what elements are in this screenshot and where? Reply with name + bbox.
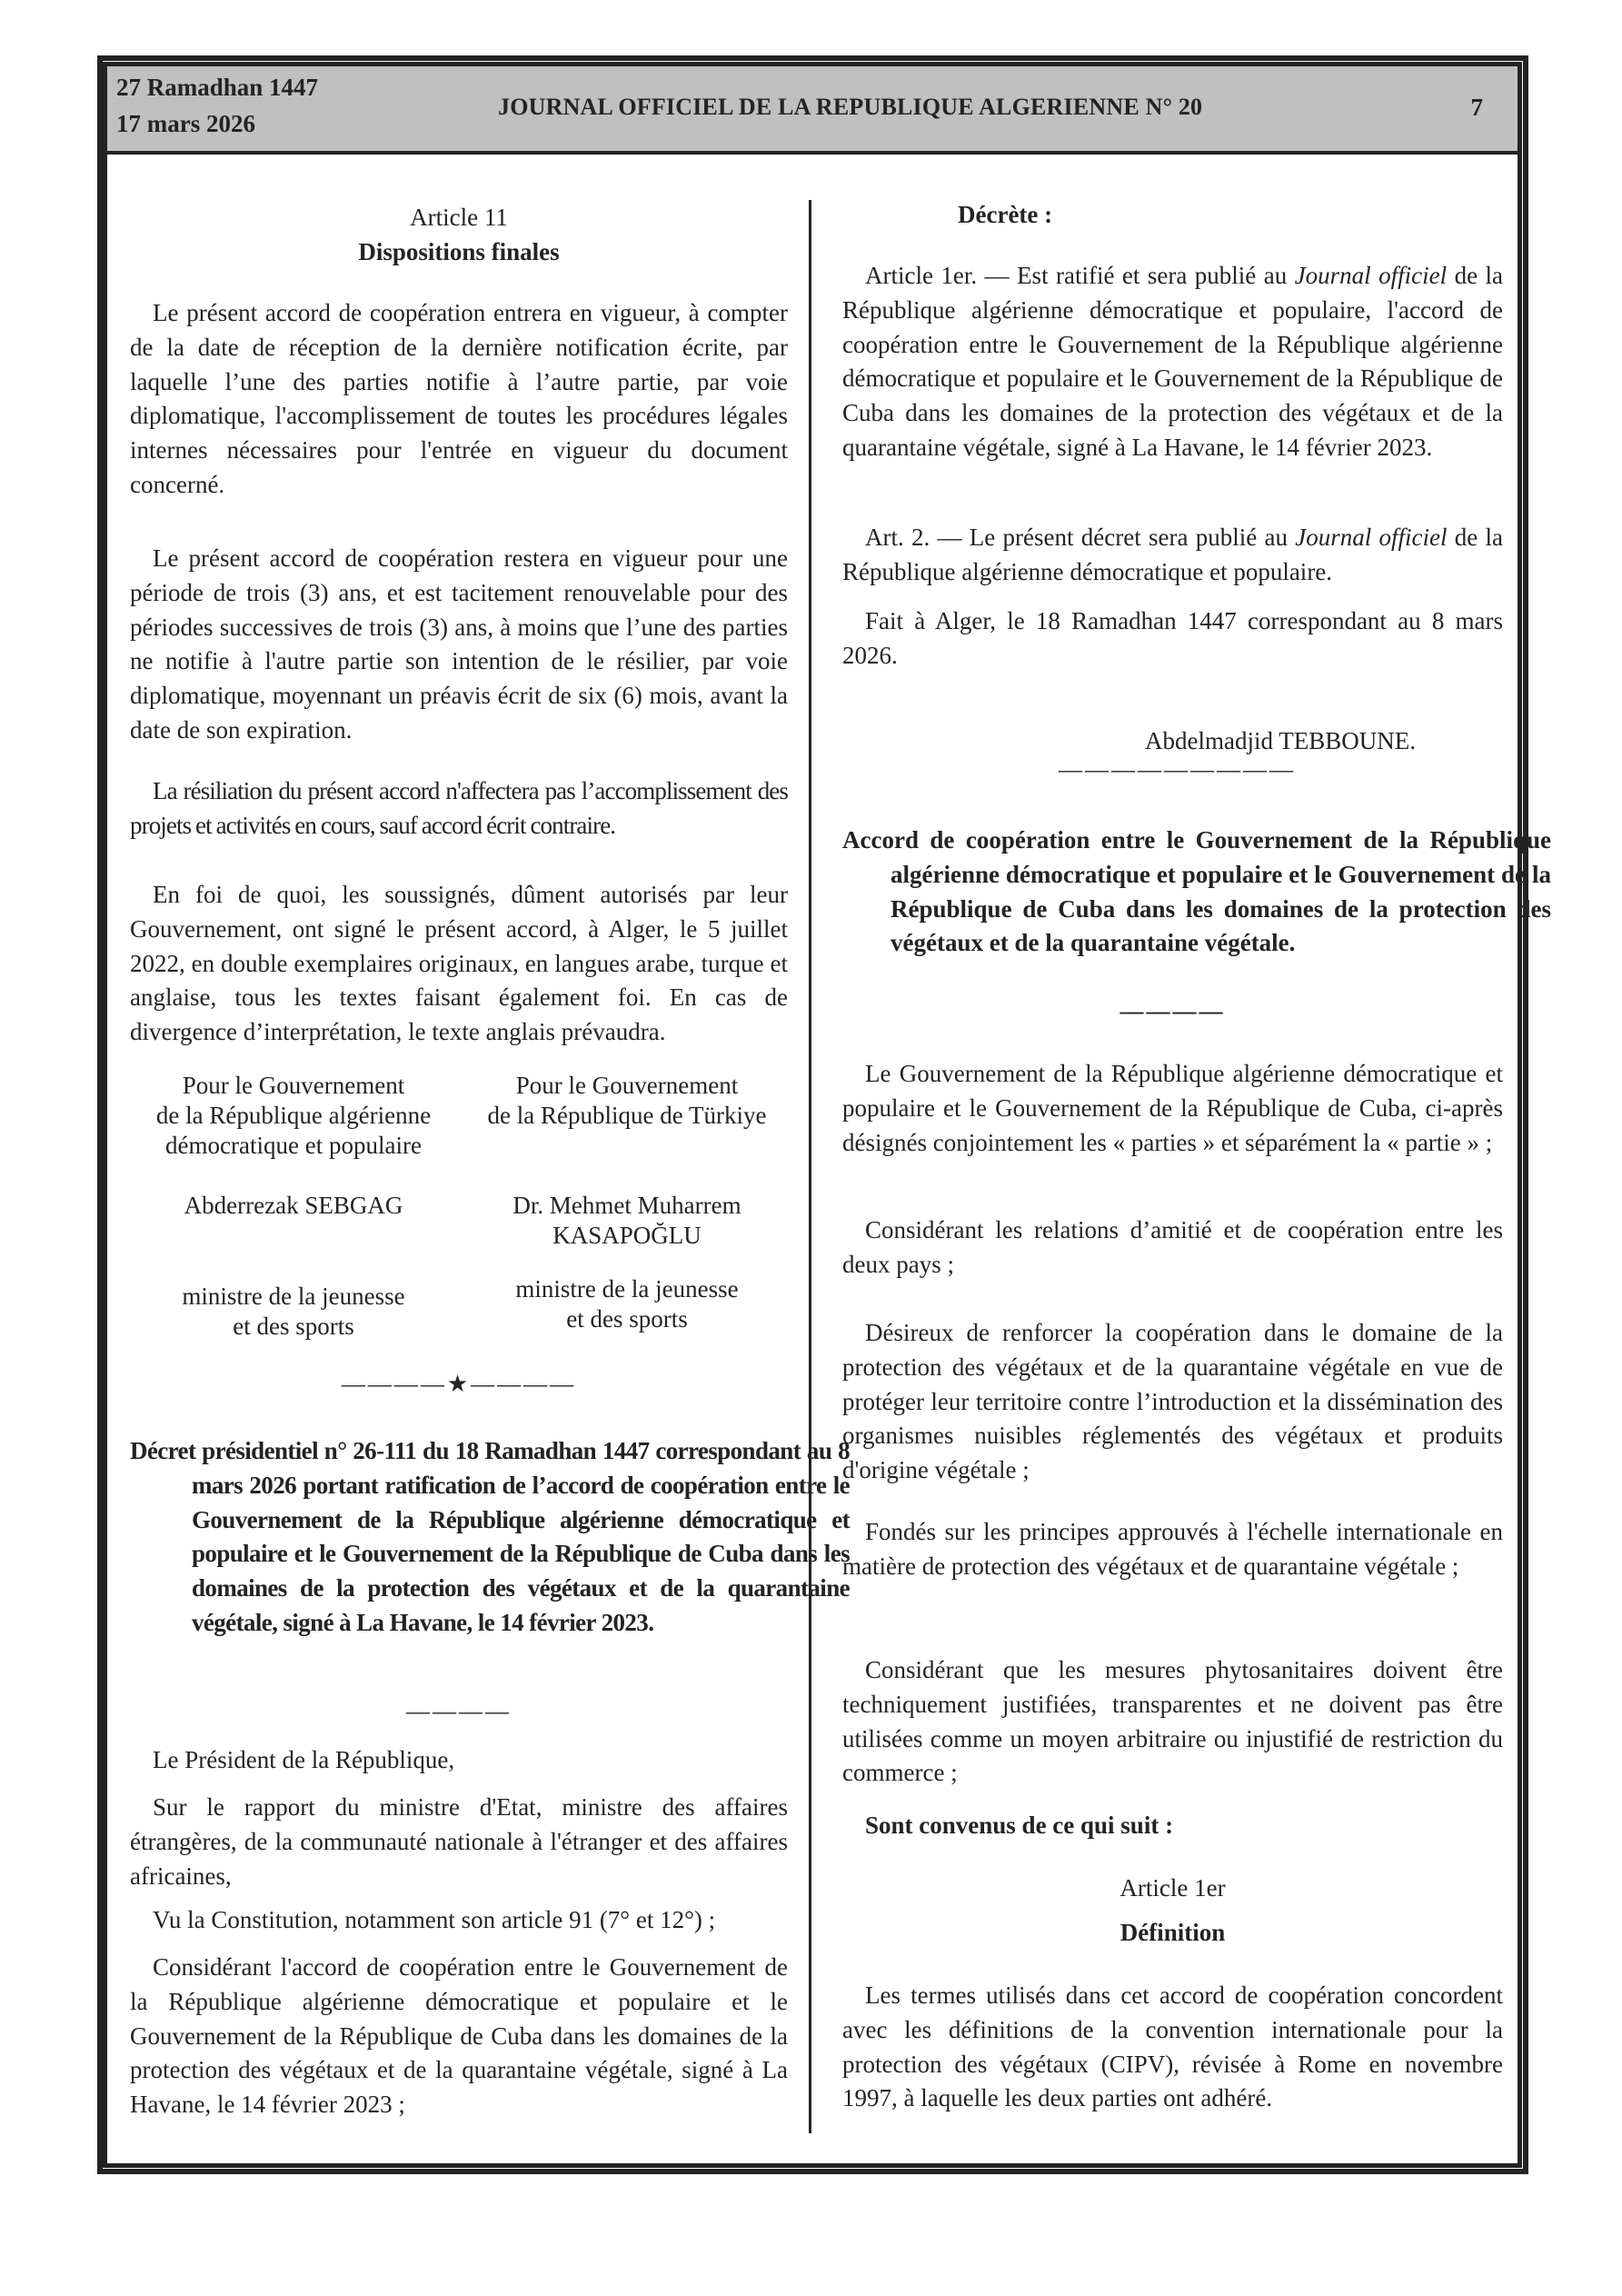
left-paragraph: La résiliation du présent accord n'affectera pas l’accomplissement des projets et activités en cours, sauf accord écrit contraire.: [130, 777, 788, 839]
signatory-government-line: Pour le Gouvernement: [182, 1072, 405, 1099]
signatory-title-line: ministre de la jeunesse: [182, 1283, 405, 1310]
definition-heading: Définition: [1119, 1919, 1226, 1946]
preamble-report: Sur le rapport du ministre d'Etat, ministre des affaires étrangères, de la communauté nationale à l'étranger et des affaires africaines,: [130, 1793, 788, 1890]
decree-separator: ————: [406, 1698, 512, 1724]
signatory-algeria: [130, 1071, 457, 1161]
accord-paragraph: Fondés sur les principes approuvés à l'échelle internationale en matière de protection des végétaux et de quarantaine végétale ;: [842, 1518, 1503, 1580]
article-11-subheading: Dispositions finales: [358, 238, 560, 265]
signatory-name-line: KASAPOĞLU: [552, 1222, 702, 1249]
decrees-heading: Décrète :: [958, 201, 1053, 228]
signatory-government-line: de la République algérienne: [155, 1102, 432, 1129]
journal-officiel-italic: Journal officiel: [1294, 262, 1448, 289]
signatory-title: [130, 1282, 457, 1342]
accord-paragraph: Le Gouvernement de la République algérienne démocratique et populaire et le Gouvernement de la République de Cuba, ci-après désignés conjointement les « parties » et séparément la « partie » ;: [842, 1060, 1503, 1156]
signatory-title-line: ministre de la jeunesse: [515, 1275, 739, 1303]
accord-separator: ————: [1119, 998, 1226, 1024]
left-paragraph: Le présent accord de coopération entrera en vigueur, à compter de la date de réception de la dernière notification écrite, par laquelle l’une des parties notifie à l’autre partie, par voie diplomatique, l'accomplissement de toutes les procédures légales internes nécessaires pour l'entrée en vigueur du document concerné.: [130, 299, 788, 498]
left-paragraph: Le présent accord de coopération restera en vigueur pour une période de trois (3) ans, et est tacitement renouvelable pour des périodes successives de trois (3) ans, à moins que l’une des parties ne notifie à l'autre partie son intention de le résilier, par voie diplomatique, moyennant un préavis écrit de six (6) mois, avant la date de son expiration.: [130, 544, 788, 744]
left-paragraph: En foi de quoi, les soussignés, dûment autorisés par leur Gouvernement, ont signé le présent accord, à Alger, le 5 juillet 2022, en double exemplaires originaux, en langues arabe, turque et anglaise, tous les textes faisant également foi. En cas de divergence d’interprétation, le texte anglais prévaudra.: [130, 881, 788, 1046]
done-at-algiers: Fait à Alger, le 18 Ramadhan 1447 correspondant au 8 mars 2026.: [842, 607, 1503, 669]
header-gregorian-date: 17 mars 2026: [116, 110, 255, 137]
header-hijri-date: 27 Ramadhan 1447: [116, 74, 319, 101]
definition-paragraph: Les termes utilisés dans cet accord de coopération concordent avec les définitions de la convention internationale pour la protection des végétaux (CIPV), révisée à Rome en novembre 1997, à laquelle les deux parties ont adhéré.: [842, 1982, 1503, 2112]
preamble-constitution: Vu la Constitution, notamment son article 91 (7° et 12°) ;: [153, 1906, 716, 1933]
article-1-ratification: [842, 259, 1503, 465]
page-number: 7: [1470, 94, 1483, 121]
signatory-title-line: et des sports: [566, 1305, 688, 1333]
accord-paragraph: Désireux de renforcer la coopération dans le domaine de la protection des végétaux et de la quarantaine végétale en vue de protéger leur territoire contre l’introduction et la dissémination des organismes nuisibles réglementés des végétaux et produits d'origine végétale ;: [842, 1319, 1503, 1484]
journal-officiel-italic: Journal officiel: [1295, 524, 1448, 551]
agreed-heading: Sont convenus de ce qui suit :: [865, 1812, 1174, 1839]
column-divider: [809, 200, 811, 2133]
signatory-name-line: Dr. Mehmet Muharrem: [512, 1192, 741, 1219]
signatory-turkiye: [463, 1071, 791, 1131]
article-11-heading: Article 11: [410, 204, 508, 231]
decree-title: Décret présidentiel n° 26-111 du 18 Ramadhan 1447 correspondant au 8 mars 2026 portant ratification de l’accord de coopération entre le Gouvernement de la République algérienne démocratique et populaire et le Gouvernement de la République de Cuba dans les domaines de la protection des végétaux et de la quarantaine végétale, signé à La Havane, le 14 février 2023.: [130, 1437, 850, 1636]
article-2-text: de la République algérienne démocratique et populaire.: [842, 524, 1503, 585]
signatory-title-line: et des sports: [233, 1313, 354, 1340]
signature-separator: —————————: [1059, 756, 1296, 783]
signatory-government-line: de la République de Türkiye: [487, 1102, 767, 1129]
preamble-president: Le Président de la République,: [153, 1746, 455, 1773]
article-2-publication: [842, 521, 1503, 590]
accord-title: Accord de coopération entre le Gouvernement de la République algérienne démocratique et populaire et le Gouvernement de la République de Cuba dans les domaines de la protection des végétaux et de la quarantaine végétale.: [842, 826, 1551, 957]
journal-header: [107, 66, 1518, 155]
accord-paragraph: Considérant les relations d’amitié et de coopération entre les deux pays ;: [842, 1216, 1503, 1278]
signatory-name: Abderrezak SEBGAG: [184, 1192, 403, 1219]
signatory-name: [463, 1191, 791, 1251]
signatory-government-line: démocratique et populaire: [165, 1132, 422, 1159]
president-signature: Abdelmadjid TEBBOUNE.: [1145, 727, 1416, 754]
signatory-government-line: Pour le Gouvernement: [515, 1072, 739, 1099]
header-title: JOURNAL OFFICIEL DE LA REPUBLIQUE ALGERIENNE N° 20: [498, 94, 1203, 120]
article-2-prefix: Art. 2. — Le présent décret sera publié au: [865, 524, 1296, 551]
signatory-title: [463, 1274, 791, 1334]
article-1-prefix: Article 1er. — Est ratifié et sera publié au: [865, 262, 1295, 289]
star-separator: ————★————: [341, 1371, 577, 1397]
accord-paragraph: Considérant que les mesures phytosanitaires doivent être techniquement justifiées, transparentes et ne doivent pas être utilisées comme un moyen arbitraire ou injustifié de restriction du commerce ;: [842, 1656, 1503, 1787]
preamble-considering: Considérant l'accord de coopération entre le Gouvernement de la République algérienne démocratique et populaire et le Gouvernement de la République de Cuba dans les domaines de la protection des végétaux et de la quarantaine végétale, signé à La Havane, le 14 février 2023 ;: [130, 1953, 788, 2119]
article-1er-heading: Article 1er: [1119, 1874, 1226, 1902]
article-1-text: de la République algérienne démocratique et populaire, l'accord de coopération entre le Gouvernement de la République algérienne démocratique et populaire et le Gouvernement de la République de Cuba dans les domaines de la protection des végétaux et de la quarantaine végétale, signé à La Havane, le 14 février 2023.: [842, 262, 1504, 461]
